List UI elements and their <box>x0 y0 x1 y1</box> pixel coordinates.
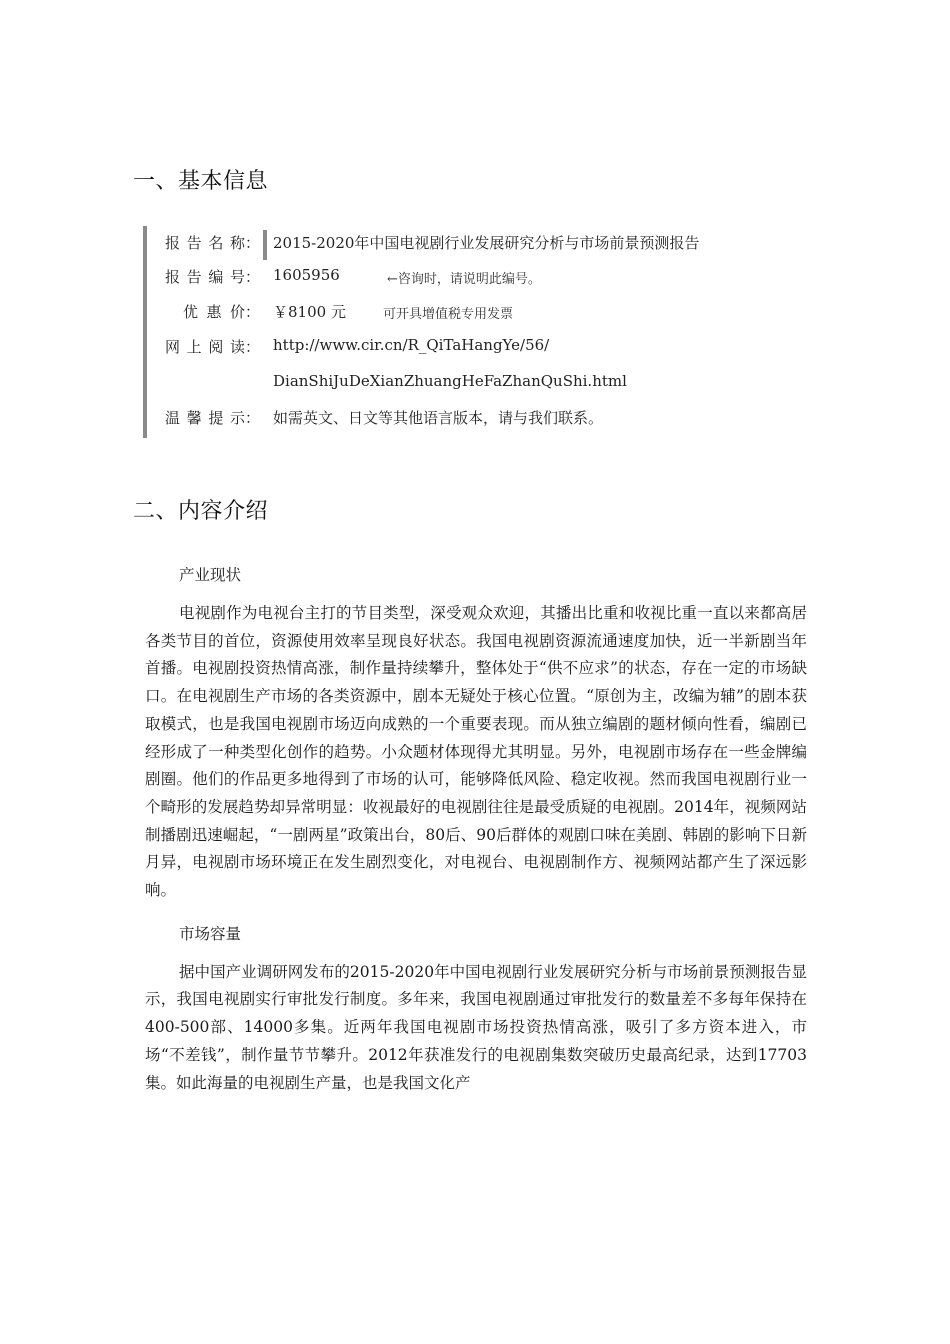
price-note: 可开具增值税专用发票 <box>383 307 514 322</box>
paragraph-market-capacity: 据中国产业调研网发布的2015-2020年中国电视剧行业发展研究分析与市场前景预测报告显示，我国电视剧实行审批发行制度。多年来，我国电视剧通过审批发行的数量差不多每年保持在400-500部、14000多集。近两年我国电视剧市场投资热情高涨，吸引了多方资本进入，市场“不差钱”，制作量节节攀升。2012年获准发行的电视剧集数突破历史最高纪录，达到17703集。如此海量的电视剧生产量，也是我国文化产 <box>145 962 807 1092</box>
report-info-block <box>143 226 807 438</box>
online-read-link-line2[interactable]: DianShiJuDeXianZhuangHeFaZhanQuShi.html <box>273 372 627 390</box>
subheading-industry-status: 产业现状 <box>179 566 242 584</box>
report-code-colon: ： <box>245 268 261 286</box>
report-name-row <box>147 232 807 256</box>
price-colon: ： <box>245 303 261 321</box>
report-name-label: 报告名称 <box>165 234 245 252</box>
report-name-colon: ： <box>245 234 261 252</box>
online-read-colon: ： <box>245 338 261 356</box>
tip-value: 如需英文、日文等其他语言版本，请与我们联系。 <box>273 409 604 427</box>
report-name-value: 2015-2020年中国电视剧行业发展研究分析与市场前景预测报告 <box>273 234 700 252</box>
tip-colon: ： <box>245 409 261 427</box>
price-row <box>147 301 807 325</box>
report-code-label: 报告编号 <box>165 268 245 286</box>
online-read-label: 网上阅读 <box>165 338 245 356</box>
section-heading-content: 二、内容介绍 <box>133 499 269 524</box>
report-code-value: 1605956 <box>273 266 340 284</box>
paragraph-industry-status: 电视剧作为电视台主打的节目类型，深受观众欢迎，其播出比重和收视比重一直以来都高居各类节目的首位，资源使用效率呈现良好状态。我国电视剧资源流通速度加快，近一半新剧当年首播。电视剧投资热情高涨，制作量持续攀升，整体处于“供不应求”的状态，存在一定的市场缺口。在电视剧生产市场的各类资源中，剧本无疑处于核心位置。“原创为主，改编为辅”的剧本获取模式，也是我国电视剧市场迈向成熟的一个重要表现。而从独立编剧的题材倾向性看，编剧已经形成了一种类型化创作的趋势。小众题材体现得尤其明显。另外，电视剧市场存在一些金牌编剧圈。他们的作品更多地得到了市场的认可，能够降低风险、稳定收视。然而我国电视剧行业一个畸形的发展趋势却异常明显：收视最好的电视剧往往是最受质疑的电视剧。2014年，视频网站制播剧迅速崛起，“一剧两星”政策出台，80后、90后群体的观剧口味在美剧、韩剧的影响下日新月异，电视剧市场环境正在发生剧烈变化，对电视台、电视剧制作方、视频网站都产生了深远影响。 <box>145 604 807 900</box>
tip-label: 温馨提示 <box>165 409 245 427</box>
online-read-row-cont <box>147 372 807 396</box>
online-read-row <box>147 336 807 360</box>
online-read-link-line1[interactable]: http://www.cir.cn/R_QiTaHangYe/56/ <box>273 336 550 354</box>
price-value: ￥8100 元 <box>273 303 346 321</box>
report-code-note: ←咨询时，请说明此编号。 <box>387 272 541 287</box>
price-label: 优惠价 <box>183 303 245 321</box>
section-heading-basic-info: 一、基本信息 <box>133 169 269 194</box>
report-name-marker <box>263 230 267 260</box>
tip-row <box>147 407 807 431</box>
content-body <box>145 562 807 1113</box>
report-code-row <box>147 266 807 290</box>
subheading-market-capacity: 市场容量 <box>179 924 242 943</box>
